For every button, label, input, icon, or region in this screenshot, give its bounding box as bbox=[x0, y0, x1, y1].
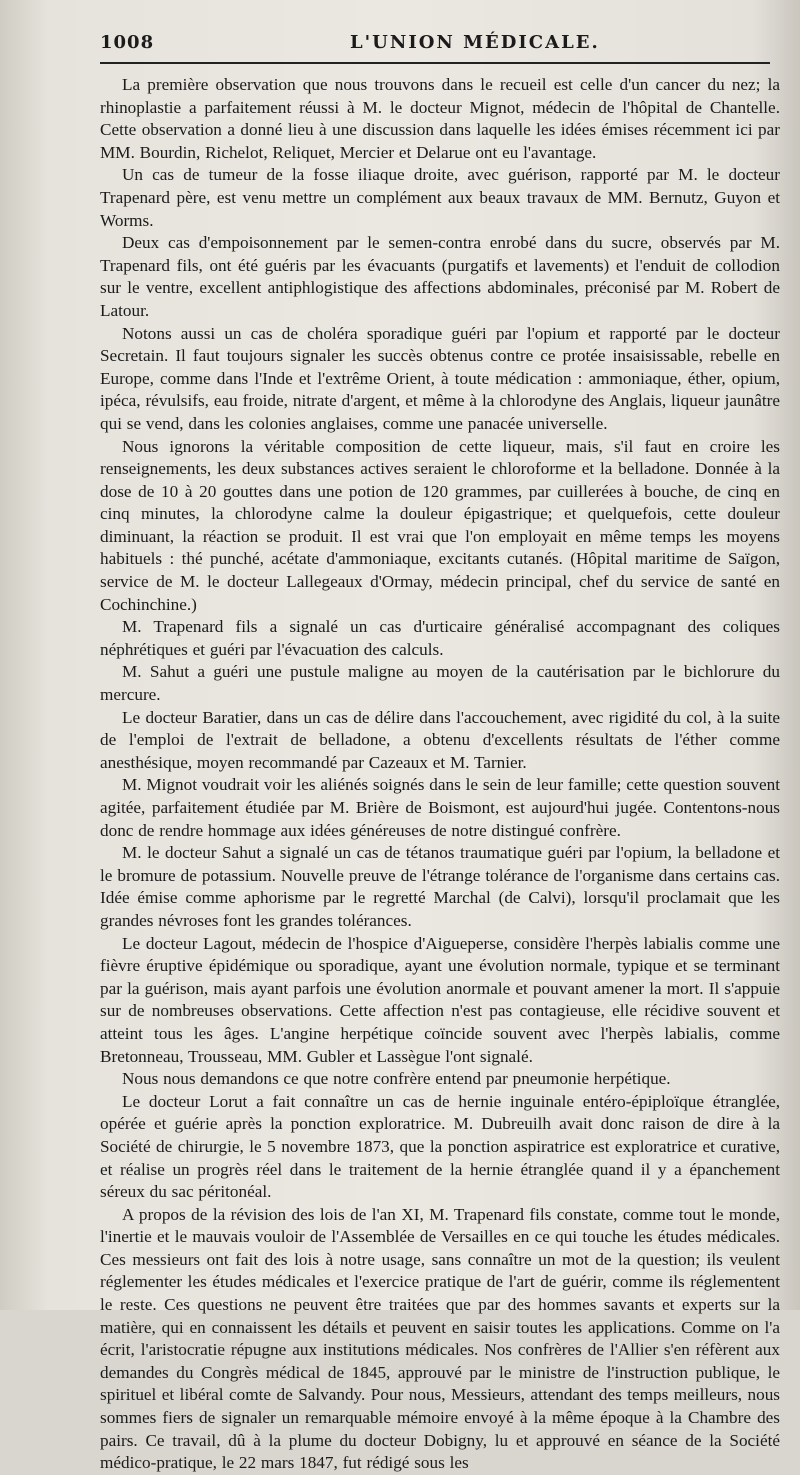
paragraph-alienes: M. Mignot voudrait voir les aliénés soignés dans le sein de leur famille; cette question souvent agitée, parfaitement étudiée par M. Brière de Boismont, est aujourd'hui jugée. Contentons-nous donc de rendre hommage aux idées généreuses de notre distingué confrère. bbox=[100, 775, 780, 840]
paragraph-tumeur-iliaque: Un cas de tumeur de la fosse iliaque droite, avec guérison, rapporté par M. le docteur Trapenard père, est venu mettre un complément aux beaux travaux de MM. Bernutz, Guyon et Worms. bbox=[100, 165, 780, 230]
paragraph-hernie: Le docteur Lorut a fait connaître un cas de hernie inguinale entéro-épiploïque étranglée, opérée et guérie après la ponction exploratrice. M. Dubreuilh avait donc raison de dire à la Société de chirurgie, le 5 novembre 1873, que la ponction aspiratrice est exploratrice et curative, et réalise un progrès réel dans le traitement de la hernie étranglée quand il y a épanchement séreux du sac péritonéal. bbox=[100, 1091, 780, 1202]
paragraph-chlorodyne: Nous ignorons la véritable composition de cette liqueur, mais, s'il faut en croire les renseignements, les deux substances actives seraient le chloroforme et la belladone. Donnée à la dose de 10 à 20 gouttes dans une potion de 120 grammes, par cuillerées à bouche, de cinq en cinq minutes, la chlorodyne calme la douleur épigastrique; et quelquefois, cette douleur diminuant, la réaction se produit. Il est vrai que l'on employait en même temps les moyens habituels : thé punché, acétate d'ammoniaque, excitants cutanés. (Hôpital maritime de Saïgon, service de M. le docteur Lallegeaux d'Ormay, médecin principal, chef du service de santé en Cochinchine.) bbox=[100, 436, 780, 614]
paragraph-rhinoplastie: La première observation que nous trouvons dans le recueil est celle d'un cancer du nez; la rhinoplastie a parfaitement réussi à M. le docteur Mignot, médecin de l'hôpital de Chantelle. Cette observation a donné lieu à une discussion dans laquelle les idées émises récemment ici par MM. Bourdin, Richelot, Reliquet, Mercier et Delarue ont eu l'avantage. bbox=[100, 75, 780, 162]
paragraph-cholera: Notons aussi un cas de choléra sporadique guéri par l'opium et rapporté par le docteur Secretain. Il faut toujours signaler les succès obtenus contre ce protée insaisissable, rebelle en Europe, comme dans l'Inde et l'extrême Orient, à toute médication : ammoniaque, éther, opium, ipéca, révulsifs, eau froide, nitrate d'argent, et même à la chlorodyne des Anglais, liqueur jaunâtre qui se vend, dans les colonies anglaises, comme une panacée universelle. bbox=[100, 323, 780, 433]
paragraph-pneumonie: Nous nous demandons ce que notre confrère entend par pneumonie herpétique. bbox=[122, 1069, 671, 1089]
page-number: 1008 bbox=[100, 32, 155, 53]
paragraph-herpes: Le docteur Lagout, médecin de l'hospice d'Aigueperse, considère l'herpès labialis comme une fièvre éruptive épidémique ou sporadique, ayant une évolution normale, typique et se terminant par la guérison, mais ayant parfois une évolution anormale et pouvant amener la mort. Il s'appuie sur de nombreuses observations. Cette affection n'est pas contagieuse, elle récidive souvent et atteint tous les âges. L'angine herpétique coïncide souvent avec l'herpès labialis, comme Bretonneau, Trousseau, MM. Gubler et Lassègue l'ont signalé. bbox=[100, 933, 780, 1066]
article-body bbox=[100, 74, 780, 1475]
paragraph-tetanos: M. le docteur Sahut a signalé un cas de tétanos traumatique guéri par l'opium, la belladone et le bromure de potassium. Nouvelle preuve de l'étrange tolérance de l'organisme dans certains cas. Idée émise comme aphorisme par le regretté Marchal (de Calvi), lorsqu'il proclamait que les grandes névroses font les grandes tolérances. bbox=[100, 843, 780, 930]
paragraph-baratier: Le docteur Baratier, dans un cas de délire dans l'accouchement, avec rigidité du col, à la suite de l'emploi de l'extrait de belladone, a obtenu d'excellents résultats de l'éther comme anesthésique, moyen recommandé par Cazeaux et M. Tarnier. bbox=[100, 707, 780, 772]
paragraph-lois-an-xi: A propos de la révision des lois de l'an XI, M. Trapenard fils constate, comme tout le monde, l'inertie et le mauvais vouloir de l'Assemblée de Versailles en ce qui touche les études médicales. Ces messieurs ont fait des lois à notre usage, sans connaître un mot de la question; ils veulent réglementer les études médicales et l'exercice pratique de l'art de guérir, comme ils réglementent le reste. Ces questions ne peuvent être traitées que par des hommes savants et experts sur la matière, qui en connaissent les détails et peuvent en saisir toutes les applications. Comme on l'a écrit, l'aristocratie répugne aux institutions médicales. Nos confrères de l'Allier s'en réfèrent aux demandes du Congrès médical de 1845, approuvé par le ministre de l'instruction publique, le spirituel et libéral comte de Salvandy. Pour nous, Messieurs, attendant des temps meilleurs, nous sommes fiers de signaler un remarquable mémoire envoyé à la même époque à la Chambre des pairs. Ce travail, dû à la plume du docteur Dobigny, lu et approuvé en séance de la Société médico-pratique, le 22 mars 1847, fut rédigé sous les bbox=[100, 1204, 780, 1473]
paragraph-urticaire: M. Trapenard fils a signalé un cas d'urticaire généralisé accompagnant des coliques néphrétiques et guéri par l'évacuation des calculs. bbox=[100, 617, 780, 659]
page-header bbox=[100, 28, 770, 64]
journal-title: L'UNION MÉDICALE. bbox=[350, 32, 600, 53]
paragraph-pustule: M. Sahut a guéri une pustule maligne au moyen de la cautérisation par le bichlorure du mercure. bbox=[100, 662, 780, 705]
paragraph-empoisonnement: Deux cas d'empoisonnement par le semen-contra enrobé dans du sucre, observés par M. Trapenard fils, ont été guéris par les évacuants (purgatifs et lavements) et l'enduit de collodion sur le ventre, excellent antiphlogistique des affections abdominales, préconisé par M. Robert de Latour. bbox=[100, 233, 780, 320]
